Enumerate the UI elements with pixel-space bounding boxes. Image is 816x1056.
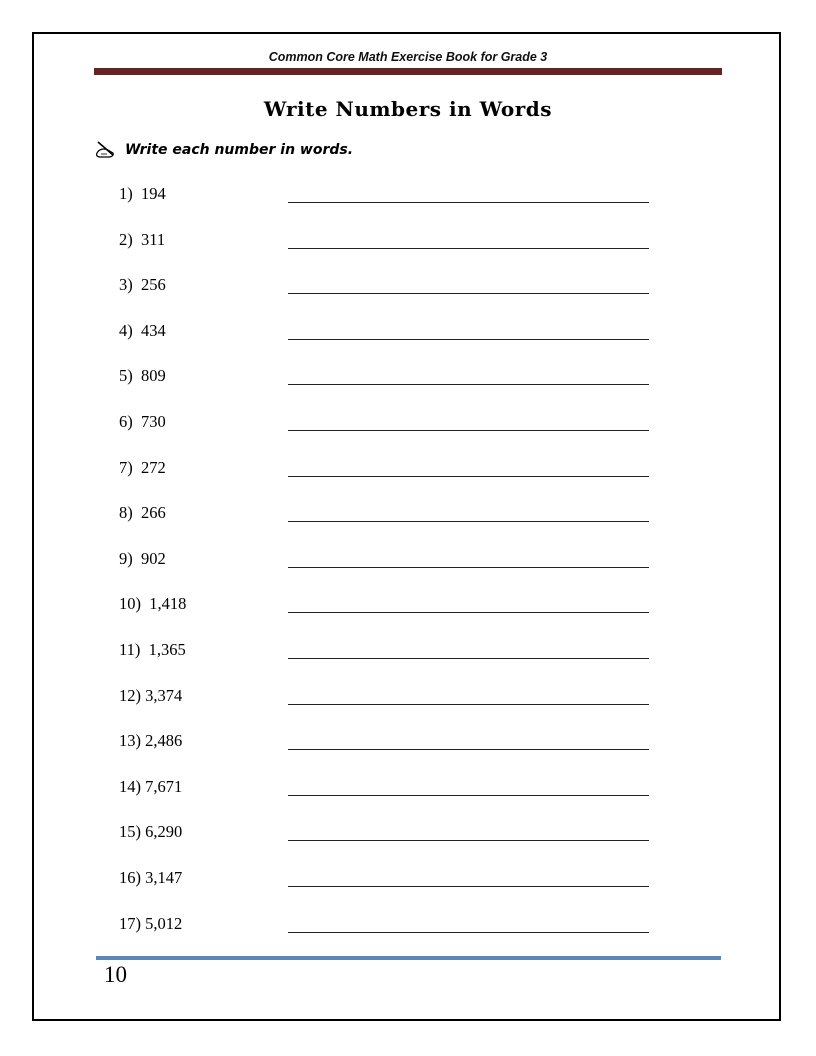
problem-item xyxy=(119,822,659,846)
answer-line[interactable] xyxy=(288,202,649,203)
answer-line[interactable] xyxy=(288,384,649,385)
problem-number: 9) 902 xyxy=(119,548,166,568)
footer-divider xyxy=(96,956,721,960)
problem-number: 1) 194 xyxy=(119,184,166,203)
problem-item xyxy=(119,731,659,755)
problem-item xyxy=(119,868,659,892)
problem-number: 8) 266 xyxy=(119,503,166,523)
answer-line[interactable] xyxy=(288,749,649,750)
answer-line[interactable] xyxy=(288,567,649,568)
problem-number: 12) 3,374 xyxy=(119,685,183,705)
problem-number: 2) 311 xyxy=(119,229,166,249)
answer-line[interactable] xyxy=(288,612,649,613)
problem-number: 4) 434 xyxy=(119,320,166,340)
instruction xyxy=(95,140,353,160)
problem-item xyxy=(119,184,659,208)
problem-number: 16) 3,147 xyxy=(119,868,183,887)
book-title: Common Core Math Exercise Book for Grade 3 xyxy=(268,50,548,64)
problem-item xyxy=(119,686,659,710)
problem-number: 10) 1,418 xyxy=(119,594,187,614)
problem-number: 13) 2,486 xyxy=(119,731,183,751)
problem-item xyxy=(119,230,659,254)
problem-item xyxy=(119,275,659,299)
answer-line[interactable] xyxy=(288,795,649,796)
answer-line[interactable] xyxy=(288,521,649,522)
answer-line[interactable] xyxy=(288,248,649,249)
answer-line[interactable] xyxy=(288,293,649,294)
problem-number: 3) 256 xyxy=(119,275,166,295)
problem-number: 17) 5,012 xyxy=(119,913,183,933)
answer-line[interactable] xyxy=(288,704,649,705)
problem-number: 6) 730 xyxy=(119,412,166,431)
problem-item xyxy=(119,594,659,618)
problem-item xyxy=(119,914,659,938)
problem-item xyxy=(119,458,659,482)
page-number: 10 xyxy=(104,962,127,987)
problem-item xyxy=(119,412,659,436)
answer-line[interactable] xyxy=(288,840,649,841)
answer-line[interactable] xyxy=(288,476,649,477)
header-divider xyxy=(94,68,722,75)
answer-line[interactable] xyxy=(288,658,649,659)
problem-number: 15) 6,290 xyxy=(119,822,183,842)
problem-item xyxy=(119,366,659,390)
problem-item xyxy=(119,503,659,527)
problem-number: 5) 809 xyxy=(119,366,166,386)
instruction-text: Write each number in words. xyxy=(125,142,354,158)
problem-number: 14) 7,671 xyxy=(119,776,183,796)
page-title: Write Numbers in Words xyxy=(263,97,553,121)
writing-hand-icon xyxy=(95,140,117,160)
answer-line[interactable] xyxy=(288,339,649,340)
problem-item xyxy=(119,777,659,801)
answer-line[interactable] xyxy=(288,932,649,933)
problem-item xyxy=(119,549,659,573)
problem-item xyxy=(119,640,659,664)
answer-line[interactable] xyxy=(288,430,649,431)
problem-item xyxy=(119,321,659,345)
problem-number: 7) 272 xyxy=(119,457,166,477)
problem-number: 11) 1,365 xyxy=(119,640,186,659)
answer-line[interactable] xyxy=(288,886,649,887)
